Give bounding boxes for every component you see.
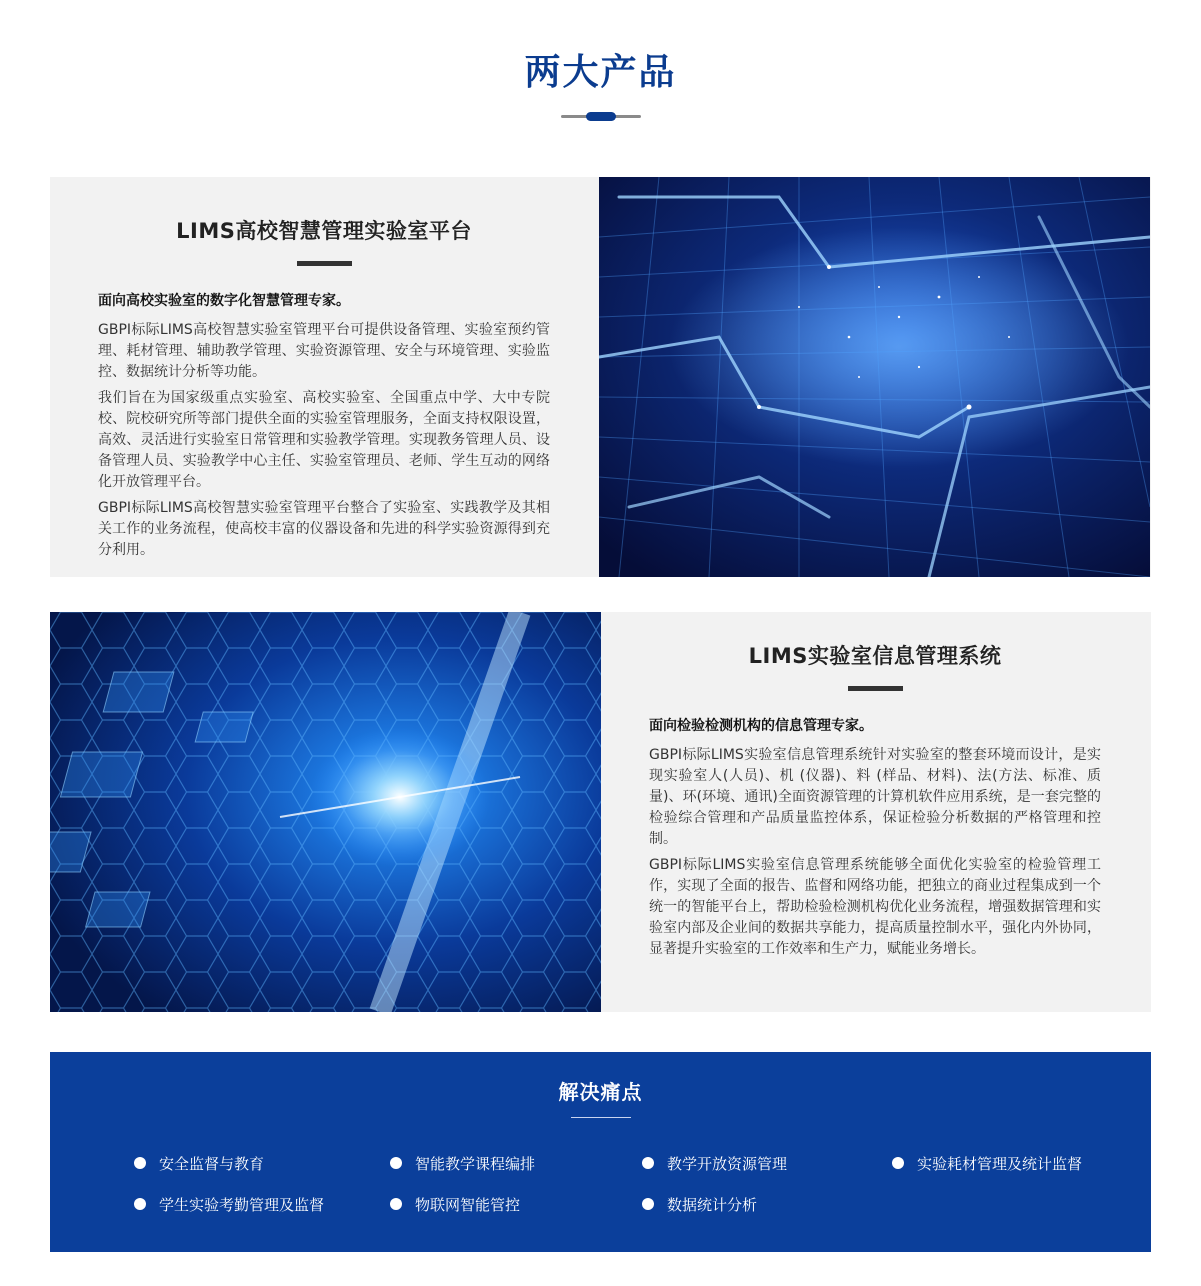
pain-point-item bbox=[642, 1194, 757, 1214]
product-lead: 面向高校实验室的数字化智慧管理专家。 bbox=[98, 293, 350, 309]
title-decoration bbox=[561, 112, 641, 120]
product-title: LIMS高校智慧管理实验室平台 bbox=[176, 219, 472, 243]
product-text-1 bbox=[50, 177, 598, 577]
bullet-icon bbox=[134, 1198, 146, 1210]
pain-points-title: 解决痛点 bbox=[558, 1080, 643, 1104]
pain-point-label: 数据统计分析 bbox=[667, 1195, 758, 1214]
pain-points-panel bbox=[50, 1052, 1151, 1252]
product-paragraph: GBPI标际LIMS高校智慧实验室管理平台整合了实验室、实践教学及其相关工作的业务流程，使高校丰富的仪器设备和先进的科学实验资源得到充分利用。 bbox=[98, 500, 550, 558]
hexagon-tech-image bbox=[50, 612, 601, 1012]
product-paragraph: GBPI标际LIMS高校智慧实验室管理平台可提供设备管理、实验室预约管理、耗材管理、辅助教学管理、实验资源管理、安全与环境管理、实验监控、数据统计分析等功能。 bbox=[98, 322, 550, 380]
digital-grid-image bbox=[599, 177, 1150, 577]
product-paragraph: 我们旨在为国家级重点实验室、高校实验室、全国重点中学、大中专院校、院校研究所等部门提供全面的实验室管理服务，全面支持权限设置，高效、灵活进行实验室日常管理和实验教学管理。实现教务管理人员、设备管理人员、实验教学中心主任、实验室管理员、老师、学生互动的网络化开放管理平台。 bbox=[98, 390, 550, 490]
bullet-icon bbox=[390, 1198, 402, 1210]
pain-point-item bbox=[390, 1153, 535, 1173]
bullet-icon bbox=[390, 1157, 402, 1169]
product-lead: 面向检验检测机构的信息管理专家。 bbox=[649, 718, 873, 734]
title-underline bbox=[297, 261, 352, 266]
pain-point-label: 学生实验考勤管理及监督 bbox=[159, 1195, 325, 1214]
pain-point-item bbox=[892, 1153, 1082, 1173]
product-card-2 bbox=[50, 612, 1151, 1012]
bullet-icon bbox=[892, 1157, 904, 1169]
product-text-2 bbox=[601, 612, 1149, 1012]
pain-point-label: 安全监督与教育 bbox=[159, 1154, 265, 1173]
pain-point-label: 智能教学课程编排 bbox=[415, 1154, 536, 1173]
pain-point-item bbox=[134, 1194, 324, 1214]
bullet-icon bbox=[642, 1198, 654, 1210]
product-title: LIMS实验室信息管理系统 bbox=[748, 644, 1002, 668]
product-paragraph: GBPI标际LIMS实验室信息管理系统能够全面优化实验室的检验管理工作，实现了全面的报告、监督和网络功能，把独立的商业过程集成到一个统一的智能平台上，帮助检验检测机构优化业务流程，增强数据管理和实验室内部及企业间的数据共享能力，提高质量控制水平，强化内外协同，显著提升实验室的工作效率和生产力，赋能业务增长。 bbox=[649, 857, 1101, 957]
pain-point-label: 物联网智能管控 bbox=[415, 1195, 521, 1214]
pain-point-item bbox=[390, 1194, 520, 1214]
product-paragraph: GBPI标际LIMS实验室信息管理系统针对实验室的整套环境而设计，是实现实验室人(人员)、机 (仪器)、料 (样品、材料)、法(方法、标准、质量)、环(环境、通讯)全面资源管理的计算机软件应用系统，是一套完整的检验综合管理和产品质量监控体系，保证检验分析数据的严格管理和控制。 bbox=[649, 747, 1101, 847]
pain-point-item bbox=[642, 1153, 787, 1173]
title-underline bbox=[848, 686, 903, 691]
pain-point-label: 实验耗材管理及统计监督 bbox=[917, 1154, 1083, 1173]
pain-title-underline bbox=[571, 1117, 631, 1118]
product-card-1 bbox=[50, 177, 1151, 577]
section-title: 两大产品 bbox=[524, 52, 677, 93]
pain-point-label: 教学开放资源管理 bbox=[667, 1154, 788, 1173]
pain-point-item bbox=[134, 1153, 264, 1173]
bullet-icon bbox=[642, 1157, 654, 1169]
bullet-icon bbox=[134, 1157, 146, 1169]
